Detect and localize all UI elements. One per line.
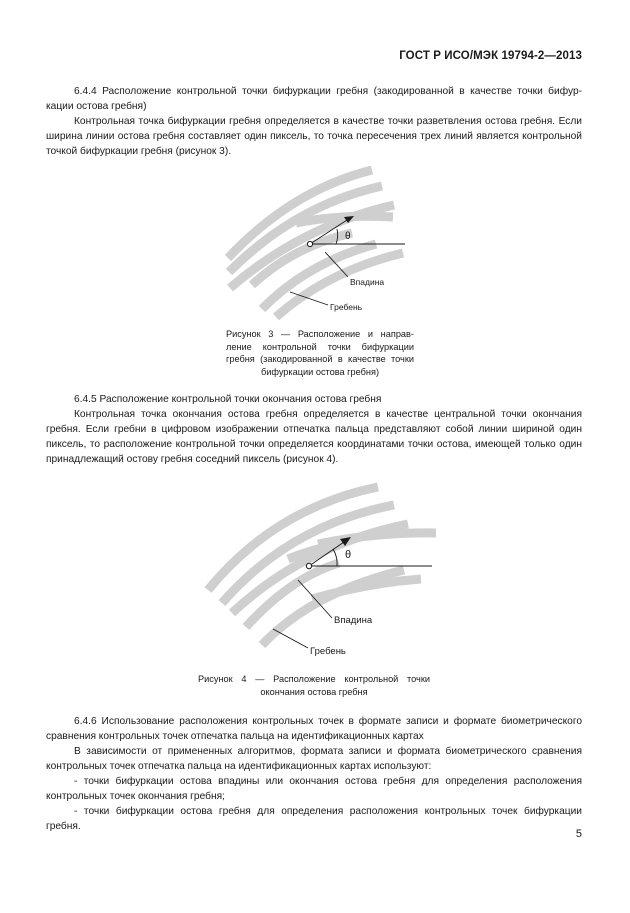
paragraph: В зависимости от примененных алгоритмов, формата записи и формата биометрического сравнения контрольных точек отпечатка пальца на идентификационных картах используют: [46, 746, 582, 772]
document-header: ГОСТ Р ИСО/МЭК 19794-2—2013 [399, 50, 582, 62]
theta-label: θ [345, 549, 352, 561]
valley-label: Впадина [334, 615, 373, 626]
theta-label: θ [345, 231, 351, 242]
section-title: 6.4.6 Использование расположения контрольных точек в формате записи и формате биометрического сравнения контрольных точек отпечатка пальца на идентификационных картах [46, 716, 582, 742]
valley-label: Впадина [350, 277, 385, 287]
ridge-label: Гребень [310, 646, 346, 657]
ridge-label: Гребень [330, 302, 363, 312]
ridge-leader [273, 629, 308, 648]
figure-4-caption: Рисунок 4 — Расположение контрольной точки окончания остова гребня [198, 674, 430, 697]
paragraph: Контрольная точка бифуркации гребня определяется в качестве точки разветвления остова гребня. Если ширина линии остова гребня составляет один пиксель, то точка пересечения трех линий является контрольной точкой бифуркации гребня (рисунок 3). [46, 116, 582, 157]
list-item: - точки бифуркации остова гребня для определения расположения контрольных точек бифуркации гребня. [46, 806, 582, 832]
figure-3-caption: Рисунок 3 — Расположение и направ-ление контрольной точки бифуркации гребня (закодированной в качестве точки бифуркации остова гребня) [226, 329, 414, 377]
section-title: 6.4.4 Расположение контрольной точки бифуркации гребня (закодированной в качестве точки бифур-кации остова гребня) [46, 86, 582, 112]
list-item: - точки бифуркации остова впадины или окончания остова гребня для определения расположения контрольных точек окончания гребня; [46, 776, 582, 802]
section-6-4-6 [46, 714, 582, 834]
paragraph: Контрольная точка окончания остова гребня определяется в качестве центральной точки окончания гребня. Если гребни в цифровом изображении отпечатка пальца представляют собой линии шириной один пиксель, то расположение контрольной точки определяется координатами точки остова, имеющей только один принадлежащий остову гребня соседний пиксель (рисунок 4). [46, 409, 582, 465]
page-number: 5 [575, 828, 582, 840]
minutia-point [306, 563, 311, 568]
section-title: 6.4.5 Расположение контрольной точки окончания остова гребня [74, 394, 382, 405]
